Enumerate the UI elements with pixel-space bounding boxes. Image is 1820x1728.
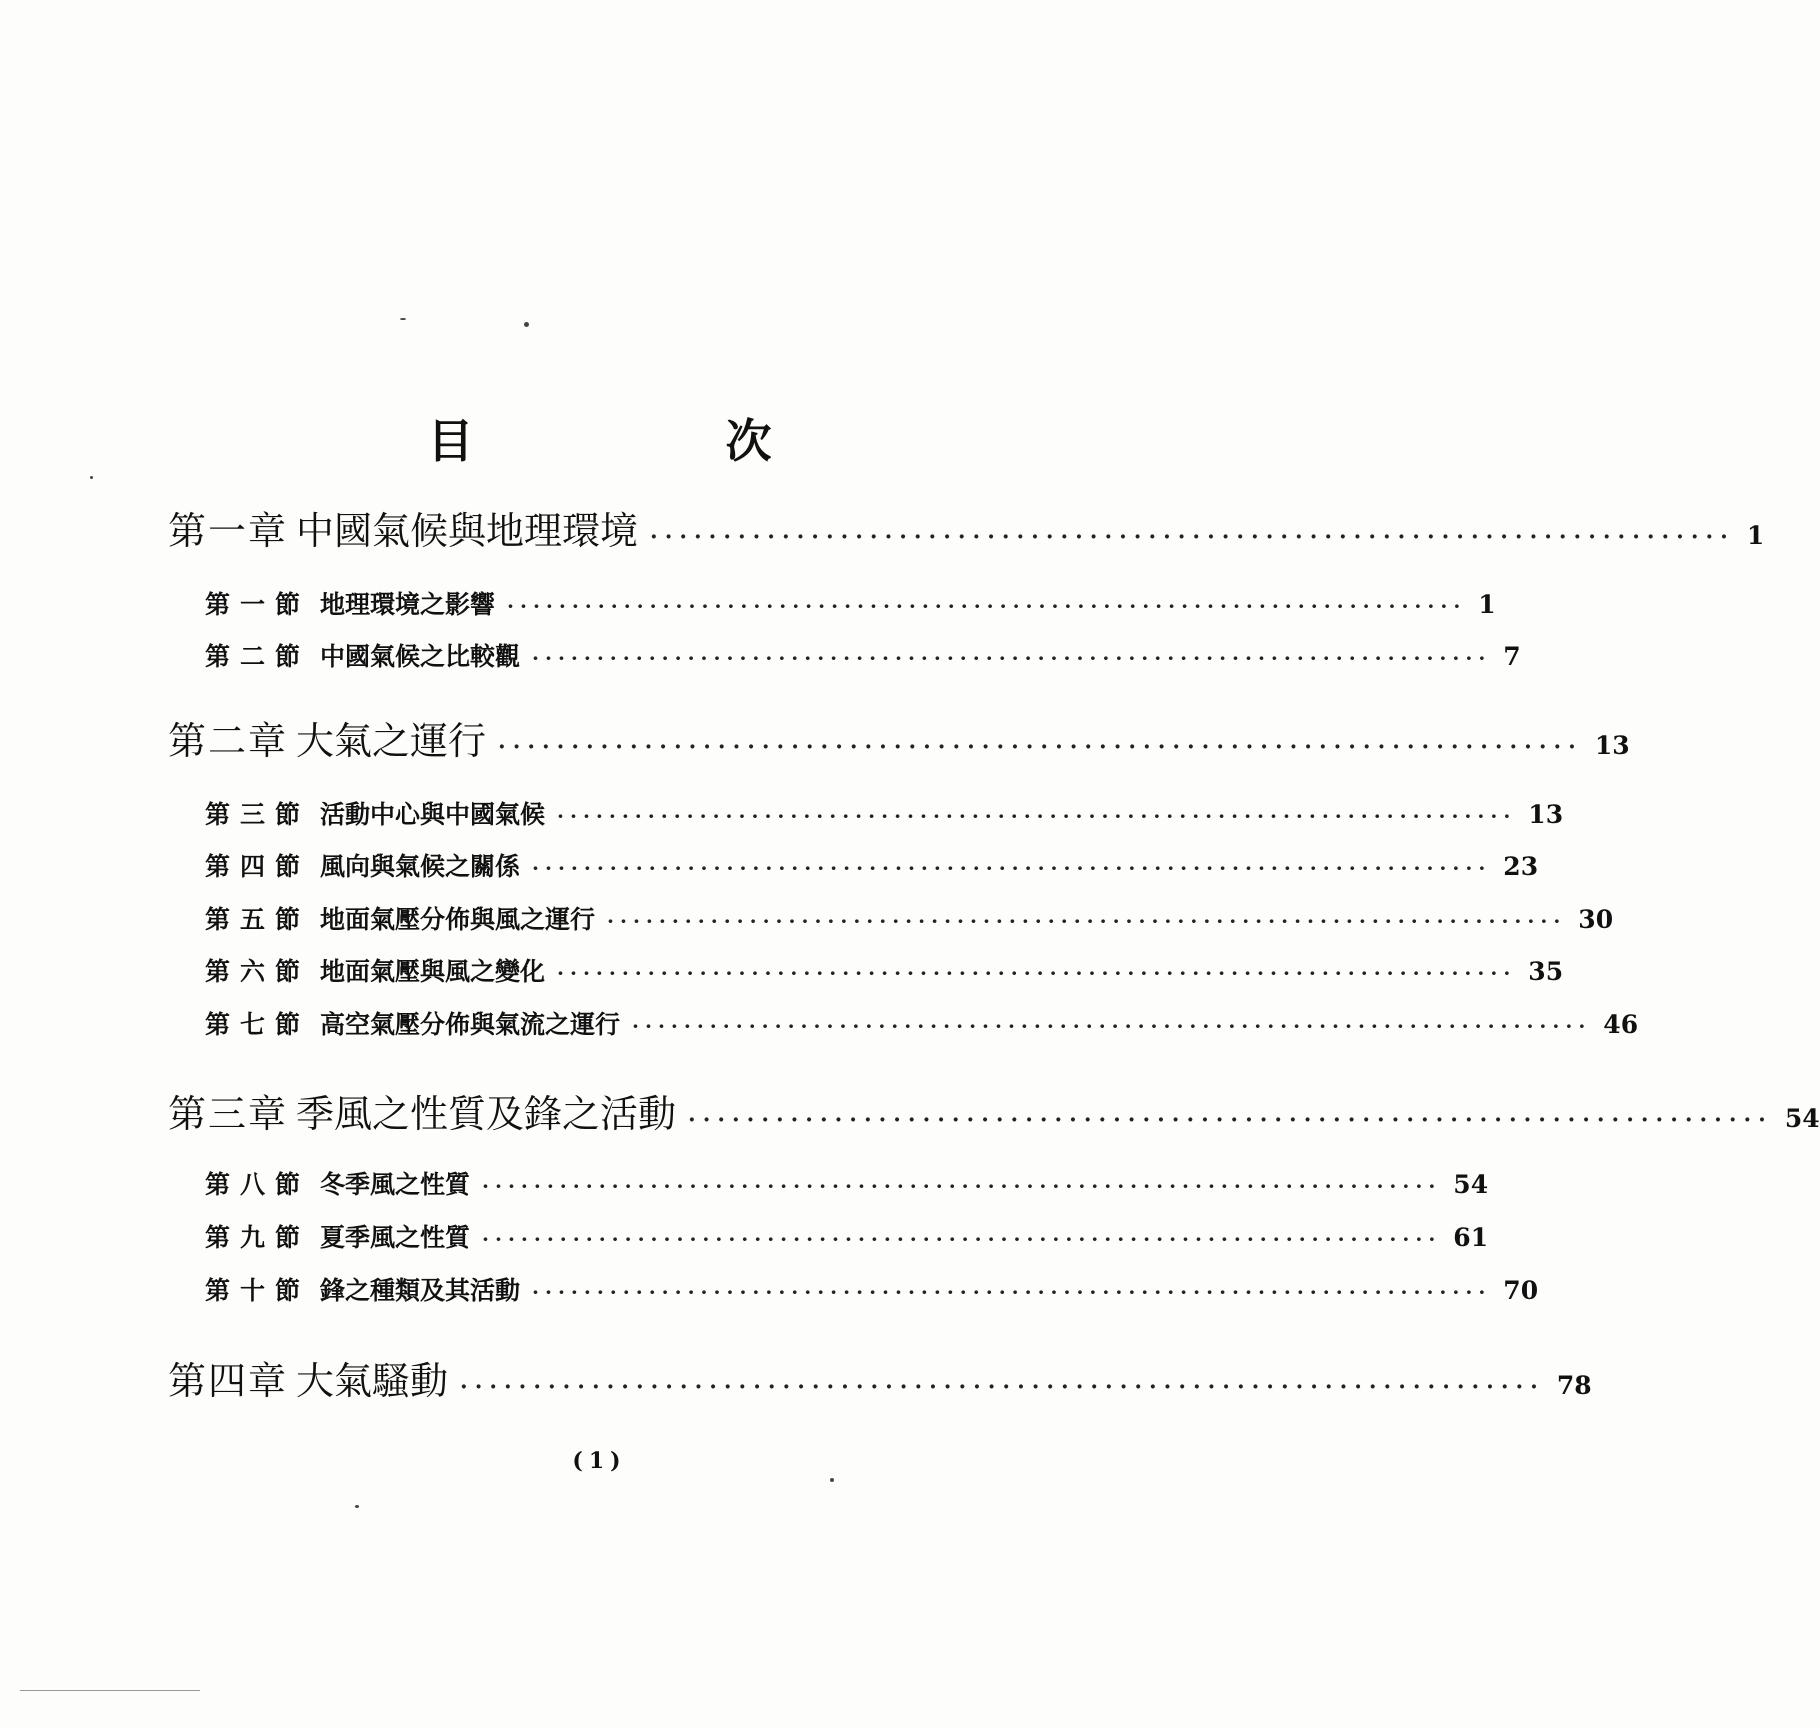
section-page: 1 [1478, 590, 1496, 619]
section-title: 地面氣壓分佈與風之運行 [320, 905, 596, 934]
chapter-number: 第四章 [168, 1359, 289, 1403]
scan-speck [90, 476, 93, 479]
leader-dots: ·········································································· [507, 594, 1467, 618]
leader-dots: ·········································································· [632, 1014, 1592, 1038]
chapter-title: 大氣之運行 [296, 719, 487, 763]
section-title: 夏季風之性質 [320, 1223, 471, 1252]
leader-dots: ·········································································· [688, 1107, 1773, 1133]
toc-section-row[interactable] [205, 1218, 1489, 1254]
leader-dots: ·········································································· [557, 804, 1517, 828]
section-title: 冬季風之性質 [320, 1170, 471, 1199]
section-page: 23 [1503, 852, 1539, 881]
section-number: 第四節 [205, 852, 311, 881]
leader-dots: ·········································································· [498, 734, 1583, 760]
page-number: (1) [572, 1448, 627, 1474]
leader-dots: ·········································································· [532, 856, 1492, 880]
toc-section-row[interactable] [205, 1271, 1539, 1307]
section-number: 第三節 [205, 800, 311, 829]
toc-section-row[interactable] [205, 900, 1614, 936]
section-title: 活動中心與中國氣候 [320, 800, 546, 829]
section-number: 第十節 [205, 1276, 311, 1305]
leader-dots: ·········································································· [532, 1280, 1492, 1304]
chapter-number: 第二章 [168, 719, 289, 763]
section-page: 70 [1503, 1276, 1539, 1305]
section-page: 13 [1528, 800, 1564, 829]
section-number: 第一節 [205, 590, 311, 619]
toc-chapter-row[interactable] [168, 500, 1765, 555]
section-title: 地面氣壓與風之變化 [320, 957, 546, 986]
section-page: 54 [1453, 1170, 1489, 1199]
section-title: 中國氣候之比較觀 [320, 642, 521, 671]
scan-edge-line [20, 1690, 200, 1691]
section-number: 第五節 [205, 905, 311, 934]
chapter-page: 78 [1556, 1371, 1592, 1400]
toc-section-row[interactable] [205, 1005, 1639, 1041]
scan-speck [830, 1478, 834, 1482]
section-page: 46 [1603, 1010, 1639, 1039]
leader-dots: ·········································································· [557, 961, 1517, 985]
section-page: 30 [1578, 905, 1614, 934]
toc-chapter-row[interactable] [168, 1350, 1592, 1405]
chapter-title: 季風之性質及鋒之活動 [296, 1092, 677, 1136]
leader-dots: ·········································································· [607, 909, 1567, 933]
chapter-title: 中國氣候與地理環境 [296, 509, 639, 553]
leader-dots: ·········································································· [482, 1174, 1442, 1198]
section-title: 風向與氣候之關係 [320, 852, 521, 881]
leader-dots: ·········································································· [482, 1227, 1442, 1251]
section-title: 地理環境之影響 [320, 590, 496, 619]
section-number: 第六節 [205, 957, 311, 986]
chapter-number: 第一章 [168, 509, 289, 553]
toc-section-row[interactable] [205, 847, 1539, 883]
page-title: 目 次 [427, 414, 890, 468]
chapter-page: 13 [1594, 731, 1630, 760]
section-number: 第八節 [205, 1170, 311, 1199]
section-page: 35 [1528, 957, 1564, 986]
chapter-page: 54 [1784, 1104, 1820, 1133]
section-number: 第二節 [205, 642, 311, 671]
scan-speck [355, 1505, 359, 1508]
leader-dots: ·········································································· [460, 1374, 1545, 1400]
toc-section-row[interactable] [205, 795, 1564, 831]
toc-chapter-row[interactable] [168, 1083, 1820, 1138]
section-title: 高空氣壓分佈與氣流之運行 [320, 1010, 621, 1039]
toc-section-row[interactable] [205, 585, 1496, 621]
scan-speck [400, 318, 406, 320]
chapter-title: 大氣騷動 [296, 1359, 449, 1403]
section-number: 第七節 [205, 1010, 311, 1039]
leader-dots: ·········································································· [532, 646, 1492, 670]
section-page: 7 [1503, 642, 1521, 671]
scan-speck [524, 322, 529, 327]
section-title: 鋒之種類及其活動 [320, 1276, 521, 1305]
section-number: 第九節 [205, 1223, 311, 1252]
chapter-number: 第三章 [168, 1092, 289, 1136]
toc-chapter-row[interactable] [168, 710, 1630, 765]
section-page: 61 [1453, 1223, 1489, 1252]
chapter-page: 1 [1746, 521, 1765, 550]
toc-section-row[interactable] [205, 1165, 1489, 1201]
toc-section-row[interactable] [205, 637, 1521, 673]
toc-section-row[interactable] [205, 952, 1564, 988]
leader-dots: ·········································································· [650, 524, 1735, 550]
